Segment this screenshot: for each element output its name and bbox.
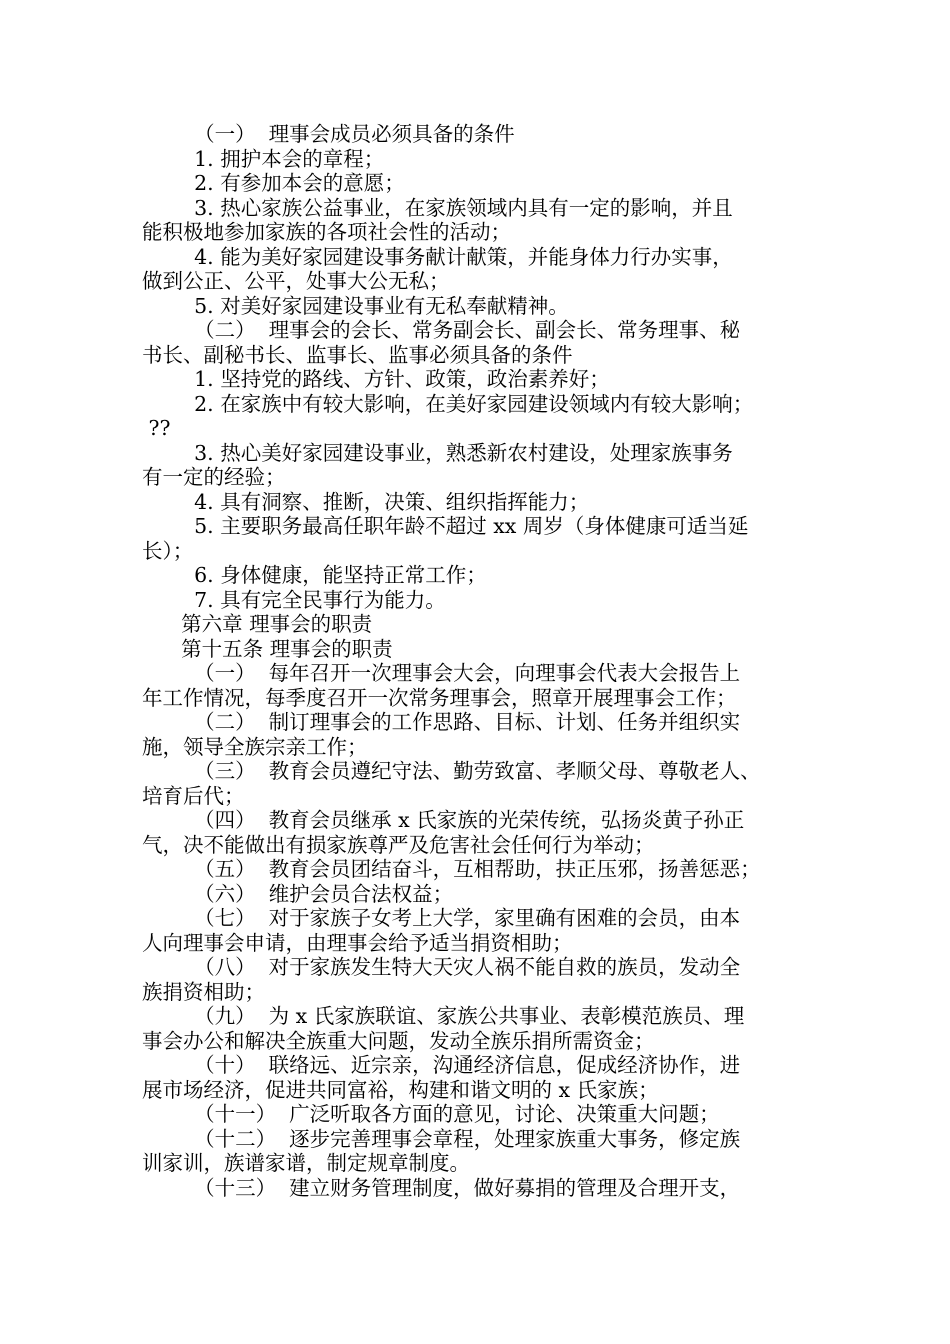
- text-line: 2. 在家族中有较大影响，在美好家园建设领域内有较大影响；: [142, 391, 754, 416]
- text-line: （二） 理事会的会长、常务副会长、副会长、常务理事、秘: [142, 318, 741, 342]
- text-line: 族捐资相助；: [142, 979, 265, 1004]
- text-line: 展市场经济，促进共同富裕，构建和谐文明的 x 氏家族；: [142, 1077, 659, 1102]
- text-line: 6. 身体健康，能坚持正常工作；: [142, 563, 487, 587]
- text-line: 有一定的经验；: [142, 465, 286, 489]
- text-line: （八） 对于家族发生特大天灾人祸不能自救的族员，发动全: [142, 955, 741, 979]
- text-line: 训家训，族谱家谱，制定规章制度。: [142, 1151, 470, 1175]
- text-line: 长）；: [142, 538, 194, 563]
- text-line: （十） 联络远、近宗亲，沟通经济信息，促成经济协作，进: [142, 1053, 741, 1077]
- text-line: 1. 坚持党的路线、方针、政策，政治素养好；: [142, 367, 610, 391]
- text-line: 人向理事会申请，由理事会给予适当捐资相助；: [142, 930, 573, 955]
- text-line: 事会办公和解决全族重大问题，发动全族乐捐所需资金；: [142, 1028, 655, 1053]
- text-line: （五） 教育会员团结奋斗，互相帮助，扶正压邪，扬善惩恶；: [142, 857, 761, 881]
- text-line: （十三） 建立财务管理制度，做好募捐的管理及合理开支，: [142, 1175, 741, 1200]
- text-line: （四） 教育会员继承 x 氏家族的光荣传统，弘扬炎黄子孙正: [142, 808, 745, 832]
- chapter-heading: 第六章 理事会的职责: [142, 612, 373, 636]
- text-line: 2. 有参加本会的意愿；: [142, 171, 405, 195]
- text-line: 4. 具有洞察、推断，决策、组织指挥能力；: [142, 489, 590, 514]
- document-body: [142, 122, 832, 1200]
- text-line: 施，领导全族宗亲工作；: [142, 734, 368, 759]
- text-line: 3. 热心家族公益事业，在家族领域内具有一定的影响，并且: [142, 195, 733, 220]
- text-line: 5. 对美好家园建设事业有无私奉献精神。: [142, 293, 569, 318]
- text-line: 能积极地参加家族的各项社会性的活动；: [142, 220, 511, 244]
- text-line: （一） 理事会成员必须具备的条件: [142, 122, 515, 146]
- text-line: 培育后代；: [142, 783, 245, 808]
- text-line: 年工作情况，每季度召开一次常务理事会，照章开展理事会工作；: [142, 685, 737, 710]
- text-line: 1. 拥护本会的章程；: [142, 146, 385, 171]
- text-line: 4. 能为美好家园建设事务献计献策，并能身体力行办实事，: [142, 244, 733, 269]
- text-line: 3. 热心美好家园建设事业，熟悉新农村建设，处理家族事务: [142, 440, 733, 465]
- text-line: ??: [142, 416, 171, 440]
- text-line: （九） 为 x 氏家族联谊、家族公共事业、表彰模范族员、理: [142, 1004, 745, 1028]
- text-line: 5. 主要职务最高任职年龄不超过 xx 周岁（身体健康可适当延: [142, 514, 749, 538]
- text-line: （一） 每年召开一次理事会大会，向理事会代表大会报告上: [142, 661, 741, 685]
- text-line: （六） 维护会员合法权益；: [142, 881, 454, 906]
- text-line: （十二） 逐步完善理事会章程，处理家族重大事务，修定族: [142, 1126, 741, 1151]
- text-line: 做到公正、公平，处事大公无私；: [142, 269, 450, 293]
- text-line: （二） 制订理事会的工作思路、目标、计划、任务并组织实: [142, 710, 741, 734]
- article-heading: 第十五条 理事会的职责: [142, 636, 393, 661]
- text-line: 7. 具有完全民事行为能力。: [142, 587, 446, 612]
- text-line: 书长、副秘书长、监事长、监事必须具备的条件: [142, 342, 573, 367]
- text-line: 气，决不能做出有损家族尊严及危害社会任何行为举动；: [142, 832, 655, 857]
- text-line: （三） 教育会员遵纪守法、勤劳致富、孝顺父母、尊敬老人、: [142, 759, 761, 783]
- text-line: （十一） 广泛听取各方面的意见，讨论、决策重大问题；: [142, 1102, 720, 1126]
- text-line: （七） 对于家族子女考上大学，家里确有困难的会员，由本: [142, 906, 741, 930]
